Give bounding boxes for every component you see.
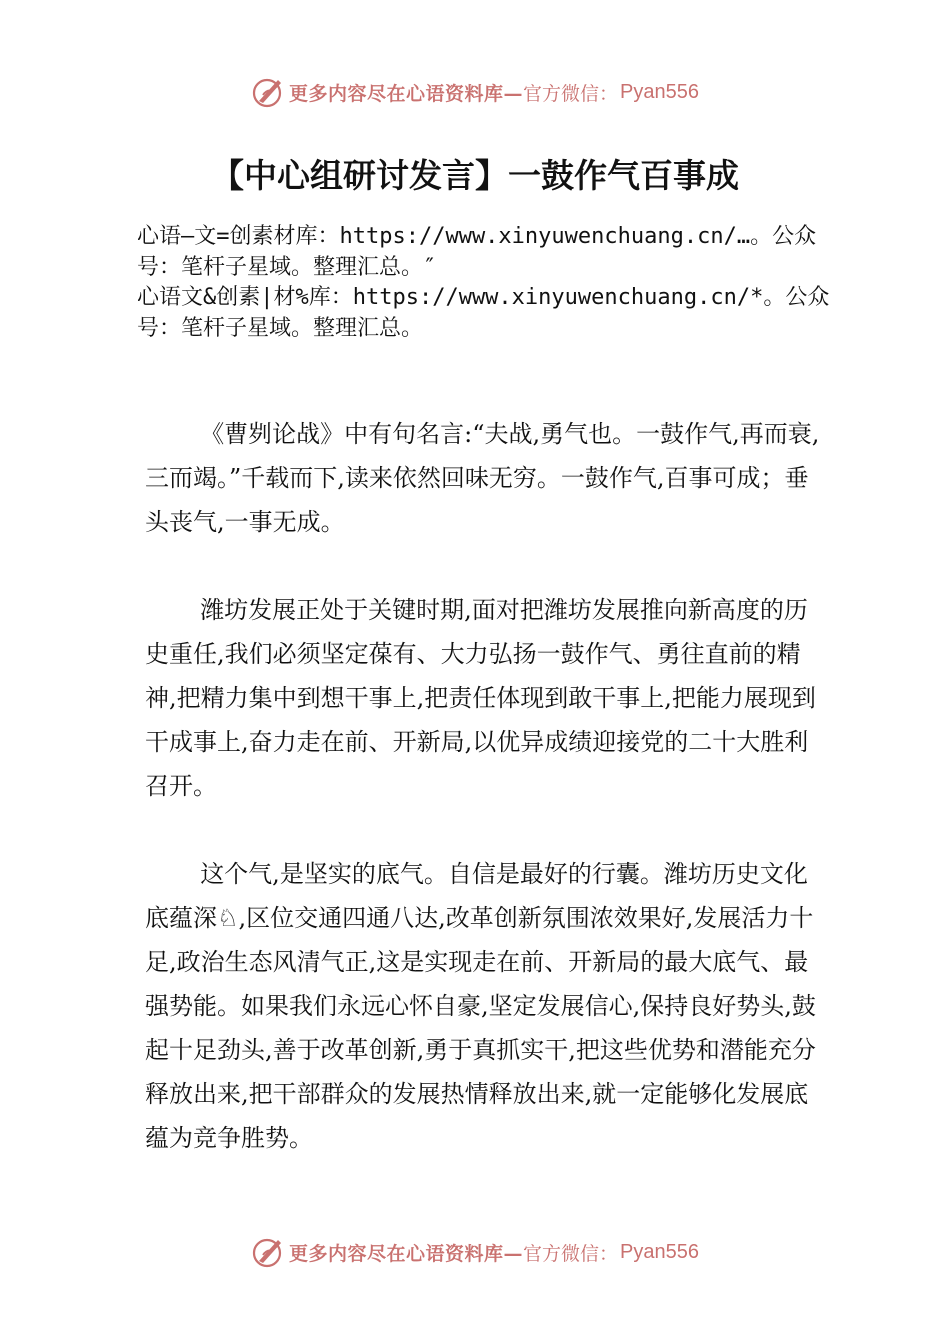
header-banner [0,72,950,112]
banner-wechat-label: 官方微信： [523,1242,619,1265]
document-title: 【中心组研讨发言】一鼓作气百事成 [211,156,739,195]
source-note-2: 心语文&创素|材%库：https://www.xinyuwenchuang.cn/*。公众号：笔杆子星域。整理汇总。 [137,285,830,341]
article-body [145,412,825,1160]
pen-logo-icon [251,1235,285,1269]
source-note-1: 心语—文=创素材库：https://www.xinyuwenchuang.cn/…。公众号：笔杆子星域。整理汇总。″ [137,224,817,280]
banner-text: 更多内容尽在心语资料库— [289,1242,524,1265]
source-notes [137,222,857,344]
paragraph: 潍坊发展正处于关键时期,面对把潍坊发展推向新高度的历史重任,我们必须坚定葆有、大力弘扬一鼓作气、勇往直前的精神,把精力集中到想干事上,把责任体现到敢干事上,把能力展现到干成事上,奋力走在前、开新局,以优异成绩迎接党的二十大胜利召开。 [145,596,816,800]
banner-wechat-label: 官方微信： [523,82,619,105]
pen-logo-icon [251,75,285,109]
banner-wechat-id: Pyan556 [620,1240,699,1263]
footer-banner [0,1232,950,1272]
banner-wechat-id: Pyan556 [620,80,699,103]
banner-text: 更多内容尽在心语资料库— [289,82,524,105]
paragraph: 《曹刿论战》中有句名言:“夫战,勇气也。一鼓作气,再而衰,三而竭。”千载而下,读来依然回味无穷。一鼓作气,百事可成；垂头丧气,一事无成。 [145,420,820,536]
paragraph: 这个气,是坚实的底气。自信是最好的行囊。潍坊历史文化底蕴深♘,区位交通四通八达,改革创新氛围浓效果好,发展活力十足,政治生态风清气正,这是实现走在前、开新局的最大底气、最强势能。如果我们永远心怀自豪,坚定发展信心,保持良好势头,鼓起十足劲头,善于改革创新,勇于真抓实干,把这些优势和潜能充分释放出来,把干部群众的发展热情释放出来,就一定能够化发展底蕴为竞争胜势。 [145,860,816,1152]
